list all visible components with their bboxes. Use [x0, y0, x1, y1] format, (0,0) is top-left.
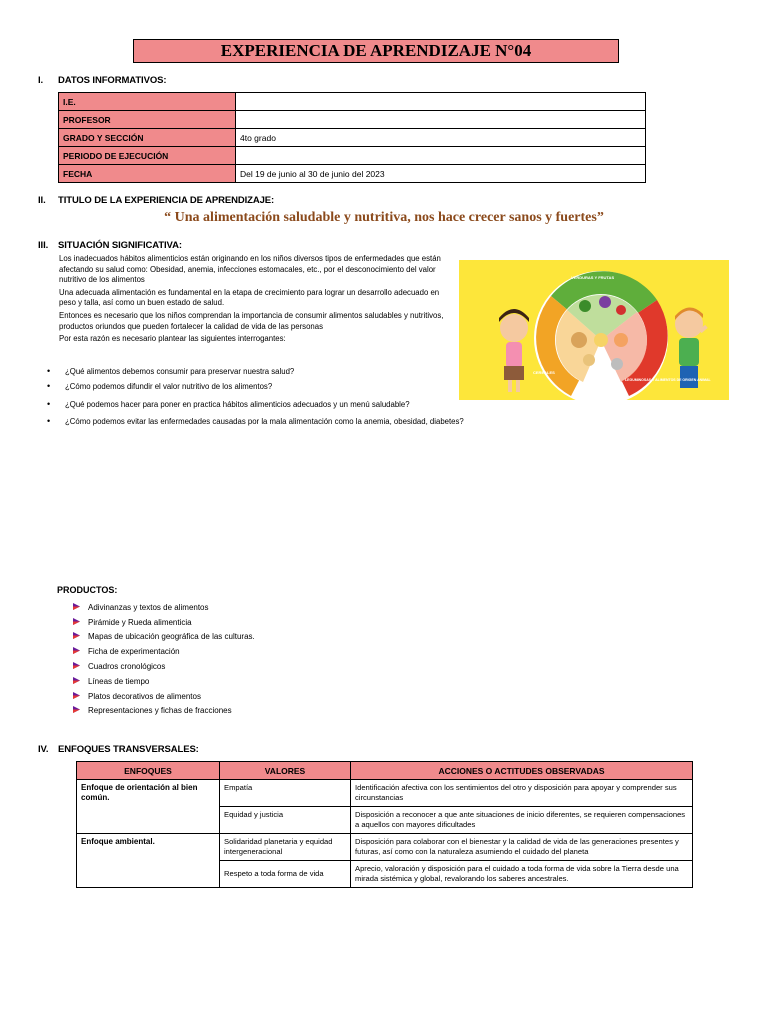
section-label: TITULO DE LA EXPERIENCIA DE APRENDIZAJE:	[58, 195, 275, 206]
section-situacion-heading	[38, 240, 182, 251]
table-row	[59, 147, 646, 165]
question-item	[47, 366, 294, 376]
product-label: Representaciones y fichas de fracciones	[88, 706, 232, 716]
column-header: ACCIONES O ACTITUDES OBSERVADAS	[351, 762, 693, 780]
datos-value	[236, 147, 646, 165]
question-text: ¿Cómo podemos difundir el valor nutritivo de los alimentos?	[65, 382, 273, 391]
column-header: ENFOQUES	[77, 762, 220, 780]
accion-cell: Identificación afectiva con los sentimientos del otro y disposición para apoyar y comprender sus circunstancias	[351, 780, 693, 807]
plate-top-label: VERDURAS Y FRUTAS	[571, 275, 615, 280]
valor-cell: Empatía	[220, 780, 351, 807]
accion-cell: Disposición a reconocer a que ante situaciones de inicio diferentes, se requieren compensaciones a aquellos con mayores dificultades	[351, 807, 693, 834]
enfoque-cell: Enfoque de orientación al bien común.	[77, 780, 220, 834]
table-row	[59, 165, 646, 183]
datos-value: Del 19 de junio al 30 de junio del 2023	[236, 165, 646, 183]
bullet-icon: •	[47, 381, 51, 391]
datos-label: PROFESOR	[59, 111, 236, 129]
pennant-icon	[72, 676, 88, 687]
table-header-row	[77, 762, 693, 780]
section-label: ENFOQUES TRANSVERSALES:	[58, 744, 199, 755]
valor-cell: Equidad y justicia	[220, 807, 351, 834]
list-item	[72, 630, 255, 645]
bullet-icon: •	[47, 399, 51, 409]
products-heading: PRODUCTOS:	[57, 585, 118, 595]
question-item	[47, 416, 464, 426]
accion-cell: Disposición para colaborar con el bienestar y la calidad de vida de las generaciones presentes y futuras, así como con la naturaleza asumiendo el cuidado del planeta	[351, 834, 693, 861]
table-row	[77, 834, 693, 861]
datos-value	[236, 93, 646, 111]
datos-label: FECHA	[59, 165, 236, 183]
list-item	[72, 704, 255, 719]
situation-paragraph: Los inadecuados hábitos alimenticios están originando en los niños diversos tipos de enfermedades que están afectando su salud como: Obesidad, anemia, infecciones estomacales, etc., por el desconocimiento del valor nutritivo de los alimentos	[59, 254, 441, 285]
product-label: Pirámide y Rueda alimenticia	[88, 617, 192, 627]
enfoque-cell: Enfoque ambiental.	[77, 834, 220, 888]
experience-title: “ Una alimentación saludable y nutritiva, nos hace crecer sanos y fuertes”	[164, 210, 604, 225]
list-item	[72, 659, 255, 674]
list-item	[72, 600, 255, 615]
product-label: Líneas de tiempo	[88, 676, 150, 686]
valor-cell: Solidaridad planetaria y equidad intergeneracional	[220, 834, 351, 861]
bullet-icon: •	[47, 416, 51, 426]
datos-value	[236, 111, 646, 129]
datos-label: GRADO Y SECCIÓN	[59, 129, 236, 147]
product-label: Adivinanzas y textos de alimentos	[88, 602, 209, 612]
pennant-icon	[72, 705, 88, 716]
question-item	[47, 399, 410, 409]
section-number: IV.	[38, 744, 49, 755]
pennant-icon	[72, 661, 88, 672]
plate-right-label: LEGUMINOSAS Y ALIMENTOS DE ORIGEN ANIMAL	[625, 378, 711, 382]
pennant-icon	[72, 646, 88, 657]
accion-cell: Aprecio, valoración y disposición para el cuidado a toda forma de vida sobre la Tierra desde una mirada sistémica y global, revalorando los saberes ancestrales.	[351, 861, 693, 888]
list-item	[72, 644, 255, 659]
table-row	[59, 93, 646, 111]
situation-paragraph: Entonces es necesario que los niños comprendan la importancia de consumir alimentos saludables y nutritivos, productos oriundos que pueden fortalecer la calidad de vida de las personas	[59, 310, 444, 331]
table-row	[77, 780, 693, 807]
situation-text	[59, 254, 454, 347]
table-row	[59, 129, 646, 147]
table-row	[59, 111, 646, 129]
pennant-icon	[72, 691, 88, 702]
list-item	[72, 615, 255, 630]
product-label: Platos decorativos de alimentos	[88, 691, 201, 701]
section-datos-heading	[38, 75, 166, 86]
datos-value: 4to grado	[236, 129, 646, 147]
column-header: VALORES	[220, 762, 351, 780]
question-text: ¿Qué alimentos debemos consumir para preservar nuestra salud?	[65, 367, 295, 376]
product-label: Cuadros cronológicos	[88, 662, 166, 672]
section-number: II.	[38, 195, 46, 206]
question-text: ¿Qué podemos hacer para poner en practica hábitos alimenticios adecuados y un menú saludable?	[65, 400, 410, 409]
section-number: I.	[38, 75, 44, 86]
product-label: Ficha de experimentación	[88, 647, 180, 657]
list-item	[72, 689, 255, 704]
bullet-icon: •	[47, 366, 51, 376]
products-list	[72, 600, 255, 718]
valor-cell: Respeto a toda forma de vida	[220, 861, 351, 888]
datos-label: PERIODO DE EJECUCIÓN	[59, 147, 236, 165]
datos-label: I.E.	[59, 93, 236, 111]
section-label: SITUACIÓN SIGNIFICATIVA:	[58, 240, 182, 251]
question-item	[47, 381, 272, 391]
list-item	[72, 674, 255, 689]
plate-left-label: CEREALES	[533, 370, 555, 375]
pennant-icon	[72, 602, 88, 613]
pennant-icon	[72, 617, 88, 628]
question-text: ¿Cómo podemos evitar las enfermedades causadas por la mala alimentación como la anemia, obesidad, diabetes?	[65, 417, 464, 426]
situation-paragraph: Por esta razón es necesario plantear las siguientes interrogantes:	[59, 334, 286, 344]
situation-paragraph: Una adecuada alimentación es fundamental en la etapa de crecimiento para lograr un desarrollo adecuado en peso y talla, así como un buen estado de salud.	[59, 287, 440, 308]
pennant-icon	[72, 631, 88, 642]
document-title: EXPERIENCIA DE APRENDIZAJE N°04	[133, 39, 619, 63]
enfoques-table	[76, 761, 693, 888]
section-label: DATOS INFORMATIVOS:	[58, 75, 167, 86]
section-number: III.	[38, 240, 49, 251]
section-enfoques-heading	[38, 744, 199, 755]
product-label: Mapas de ubicación geográfica de las culturas.	[88, 632, 255, 642]
section-titulo-heading	[38, 195, 274, 206]
datos-table	[58, 92, 646, 183]
healthy-plate-illustration	[459, 260, 729, 400]
